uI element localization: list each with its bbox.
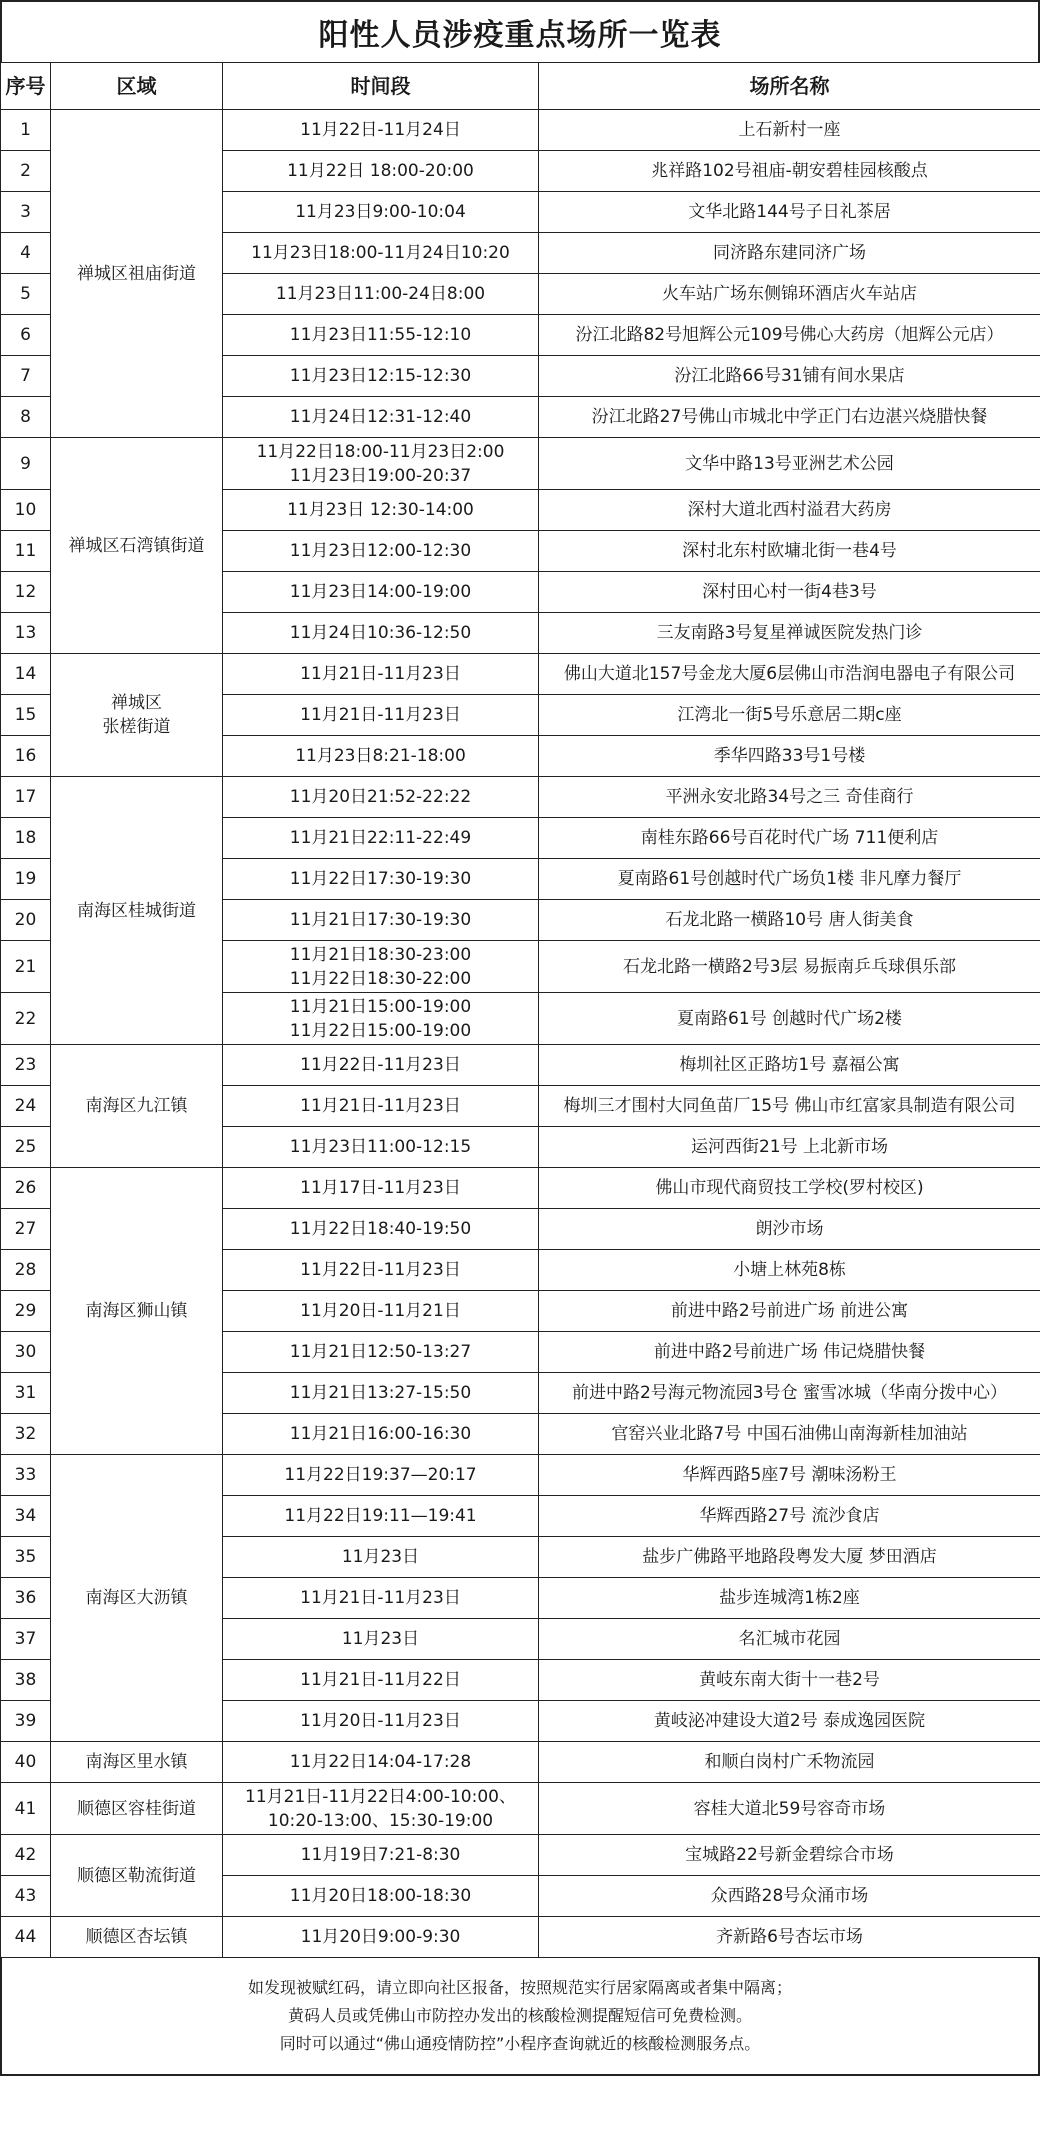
row-index: 25 (1, 1127, 51, 1168)
time-cell: 11月22日 18:00-20:00 (223, 151, 539, 192)
time-cell: 11月22日19:37—20:17 (223, 1455, 539, 1496)
row-index: 22 (1, 993, 51, 1045)
place-cell: 佛山大道北157号金龙大厦6层佛山市浩润电器电子有限公司 (539, 654, 1040, 695)
region-cell: 顺德区杏坛镇 (51, 1917, 223, 1958)
place-cell: 朗沙市场 (539, 1209, 1040, 1250)
header-place: 场所名称 (539, 63, 1040, 110)
table-header-row (1, 63, 1040, 110)
footer-line: 同时可以通过“佛山通疫情防控”小程序查询就近的核酸检测服务点。 (279, 2034, 761, 2053)
table-row (1, 1168, 1040, 1209)
place-cell: 前进中路2号前进广场 前进公寓 (539, 1291, 1040, 1332)
row-index: 26 (1, 1168, 51, 1209)
header-time: 时间段 (223, 63, 539, 110)
row-index: 5 (1, 274, 51, 315)
time-cell: 11月21日-11月22日 (223, 1660, 539, 1701)
time-cell: 11月21日22:11-22:49 (223, 818, 539, 859)
table-row (1, 438, 1040, 490)
header-region: 区域 (51, 63, 223, 110)
row-index: 7 (1, 356, 51, 397)
time-cell: 11月20日18:00-18:30 (223, 1876, 539, 1917)
row-index: 44 (1, 1917, 51, 1958)
time-cell: 11月23日14:00-19:00 (223, 572, 539, 613)
place-cell: 夏南路61号创越时代广场负1楼 非凡摩力餐厅 (539, 859, 1040, 900)
time-cell: 11月21日12:50-13:27 (223, 1332, 539, 1373)
row-index: 28 (1, 1250, 51, 1291)
place-cell: 上石新村一座 (539, 110, 1040, 151)
place-cell: 深村大道北西村溢君大药房 (539, 490, 1040, 531)
place-cell: 前进中路2号海元物流园3号仓 蜜雪冰城（华南分拨中心） (539, 1373, 1040, 1414)
place-cell: 黄岐东南大街十一巷2号 (539, 1660, 1040, 1701)
row-index: 29 (1, 1291, 51, 1332)
row-index: 14 (1, 654, 51, 695)
place-cell: 官窑兴业北路7号 中国石油佛山南海新桂加油站 (539, 1414, 1040, 1455)
row-index: 8 (1, 397, 51, 438)
row-index: 21 (1, 941, 51, 993)
row-index: 27 (1, 1209, 51, 1250)
time-cell: 11月23日 (223, 1537, 539, 1578)
place-cell: 兆祥路102号祖庙-朝安碧桂园核酸点 (539, 151, 1040, 192)
place-cell: 梅圳三才围村大同鱼苗厂15号 佛山市红富家具制造有限公司 (539, 1086, 1040, 1127)
time-cell: 11月20日21:52-22:22 (223, 777, 539, 818)
place-cell: 季华四路33号1号楼 (539, 736, 1040, 777)
region-cell: 禅城区石湾镇街道 (51, 438, 223, 654)
place-cell: 汾江北路82号旭辉公元109号佛心大药房（旭辉公元店） (539, 315, 1040, 356)
time-cell: 11月22日-11月24日 (223, 110, 539, 151)
place-cell: 石龙北路一横路2号3层 易振南乒乓球俱乐部 (539, 941, 1040, 993)
row-index: 2 (1, 151, 51, 192)
row-index: 40 (1, 1742, 51, 1783)
table-body (1, 110, 1040, 1958)
time-cell: 11月23日 (223, 1619, 539, 1660)
place-cell: 小塘上林苑8栋 (539, 1250, 1040, 1291)
time-cell: 11月20日-11月23日 (223, 1701, 539, 1742)
row-index: 23 (1, 1045, 51, 1086)
time-cell: 11月23日12:00-12:30 (223, 531, 539, 572)
row-index: 31 (1, 1373, 51, 1414)
time-cell: 11月23日12:15-12:30 (223, 356, 539, 397)
time-cell: 11月22日18:00-11月23日2:00 11月23日19:00-20:37 (223, 438, 539, 490)
time-cell: 11月21日17:30-19:30 (223, 900, 539, 941)
row-index: 42 (1, 1835, 51, 1876)
row-index: 33 (1, 1455, 51, 1496)
time-cell: 11月21日13:27-15:50 (223, 1373, 539, 1414)
table-row (1, 654, 1040, 695)
time-cell: 11月20日9:00-9:30 (223, 1917, 539, 1958)
place-cell: 深村田心村一街4巷3号 (539, 572, 1040, 613)
time-cell: 11月22日17:30-19:30 (223, 859, 539, 900)
table-row (1, 777, 1040, 818)
region-cell: 南海区里水镇 (51, 1742, 223, 1783)
table-row (1, 110, 1040, 151)
place-cell: 夏南路61号 创越时代广场2楼 (539, 993, 1040, 1045)
region-cell: 南海区九江镇 (51, 1045, 223, 1168)
place-cell: 汾江北路66号31铺有间水果店 (539, 356, 1040, 397)
region-cell: 禅城区 张槎街道 (51, 654, 223, 777)
row-index: 24 (1, 1086, 51, 1127)
page-title: 阳性人员涉疫重点场所一览表 (0, 0, 1040, 62)
row-index: 39 (1, 1701, 51, 1742)
time-cell: 11月23日8:21-18:00 (223, 736, 539, 777)
row-index: 17 (1, 777, 51, 818)
table-row (1, 1742, 1040, 1783)
row-index: 19 (1, 859, 51, 900)
time-cell: 11月23日11:55-12:10 (223, 315, 539, 356)
region-cell: 南海区大沥镇 (51, 1455, 223, 1742)
place-cell: 容桂大道北59号容奇市场 (539, 1783, 1040, 1835)
time-cell: 11月22日-11月23日 (223, 1250, 539, 1291)
place-cell: 前进中路2号前进广场 伟记烧腊快餐 (539, 1332, 1040, 1373)
region-cell: 南海区桂城街道 (51, 777, 223, 1045)
footer-notice (0, 1958, 1040, 2076)
region-cell: 顺德区勒流街道 (51, 1835, 223, 1917)
table-row (1, 1783, 1040, 1835)
row-index: 38 (1, 1660, 51, 1701)
time-cell: 11月24日10:36-12:50 (223, 613, 539, 654)
table-row (1, 1917, 1040, 1958)
time-cell: 11月24日12:31-12:40 (223, 397, 539, 438)
table-row (1, 1455, 1040, 1496)
region-cell: 南海区狮山镇 (51, 1168, 223, 1455)
time-cell: 11月21日16:00-16:30 (223, 1414, 539, 1455)
row-index: 11 (1, 531, 51, 572)
footer-line: 黄码人员或凭佛山市防控办发出的核酸检测提醒短信可免费检测。 (287, 2006, 752, 2025)
time-cell: 11月23日18:00-11月24日10:20 (223, 233, 539, 274)
place-cell: 深村北东村欧墉北街一巷4号 (539, 531, 1040, 572)
row-index: 36 (1, 1578, 51, 1619)
place-cell: 黄岐泌冲建设大道2号 泰成逸园医院 (539, 1701, 1040, 1742)
time-cell: 11月19日7:21-8:30 (223, 1835, 539, 1876)
row-index: 15 (1, 695, 51, 736)
row-index: 3 (1, 192, 51, 233)
row-index: 30 (1, 1332, 51, 1373)
time-cell: 11月22日18:40-19:50 (223, 1209, 539, 1250)
time-cell: 11月23日9:00-10:04 (223, 192, 539, 233)
time-cell: 11月21日-11月23日 (223, 654, 539, 695)
time-cell: 11月22日19:11—19:41 (223, 1496, 539, 1537)
row-index: 1 (1, 110, 51, 151)
time-cell: 11月21日-11月23日 (223, 695, 539, 736)
place-cell: 华辉西路27号 流沙食店 (539, 1496, 1040, 1537)
place-cell: 和顺白岗村广禾物流园 (539, 1742, 1040, 1783)
time-cell: 11月22日14:04-17:28 (223, 1742, 539, 1783)
row-index: 20 (1, 900, 51, 941)
place-cell: 宝城路22号新金碧综合市场 (539, 1835, 1040, 1876)
place-cell: 平洲永安北路34号之三 奇佳商行 (539, 777, 1040, 818)
place-cell: 汾江北路27号佛山市城北中学正门右边湛兴烧腊快餐 (539, 397, 1040, 438)
time-cell: 11月23日11:00-24日8:00 (223, 274, 539, 315)
time-cell: 11月23日11:00-12:15 (223, 1127, 539, 1168)
row-index: 4 (1, 233, 51, 274)
place-cell: 盐步广佛路平地路段粤发大厦 梦田酒店 (539, 1537, 1040, 1578)
row-index: 16 (1, 736, 51, 777)
row-index: 10 (1, 490, 51, 531)
row-index: 34 (1, 1496, 51, 1537)
time-cell: 11月22日-11月23日 (223, 1045, 539, 1086)
time-cell: 11月21日-11月23日 (223, 1578, 539, 1619)
row-index: 37 (1, 1619, 51, 1660)
row-index: 35 (1, 1537, 51, 1578)
row-index: 18 (1, 818, 51, 859)
place-cell: 梅圳社区正路坊1号 嘉福公寓 (539, 1045, 1040, 1086)
place-cell: 文华北路144号子日礼茶居 (539, 192, 1040, 233)
row-index: 13 (1, 613, 51, 654)
place-cell: 名汇城市花园 (539, 1619, 1040, 1660)
place-cell: 三友南路3号复星禅诚医院发热门诊 (539, 613, 1040, 654)
row-index: 32 (1, 1414, 51, 1455)
table-row (1, 1045, 1040, 1086)
place-cell: 石龙北路一横路10号 唐人街美食 (539, 900, 1040, 941)
place-cell: 文华中路13号亚洲艺术公园 (539, 438, 1040, 490)
place-cell: 江湾北一街5号乐意居二期c座 (539, 695, 1040, 736)
time-cell: 11月23日 12:30-14:00 (223, 490, 539, 531)
place-cell: 众西路28号众涌市场 (539, 1876, 1040, 1917)
place-cell: 同济路东建同济广场 (539, 233, 1040, 274)
place-cell: 齐新路6号杏坛市场 (539, 1917, 1040, 1958)
table-row (1, 1835, 1040, 1876)
sites-table (0, 62, 1040, 1958)
place-cell: 南桂东路66号百花时代广场 711便利店 (539, 818, 1040, 859)
time-cell: 11月21日18:30-23:00 11月22日18:30-22:00 (223, 941, 539, 993)
time-cell: 11月17日-11月23日 (223, 1168, 539, 1209)
time-cell: 11月20日-11月21日 (223, 1291, 539, 1332)
row-index: 41 (1, 1783, 51, 1835)
place-cell: 盐步连城湾1栋2座 (539, 1578, 1040, 1619)
place-cell: 华辉西路5座7号 潮味汤粉王 (539, 1455, 1040, 1496)
region-cell: 顺德区容桂街道 (51, 1783, 223, 1835)
row-index: 6 (1, 315, 51, 356)
header-index: 序号 (1, 63, 51, 110)
time-cell: 11月21日-11月23日 (223, 1086, 539, 1127)
row-index: 12 (1, 572, 51, 613)
row-index: 43 (1, 1876, 51, 1917)
place-cell: 运河西街21号 上北新市场 (539, 1127, 1040, 1168)
time-cell: 11月21日15:00-19:00 11月22日15:00-19:00 (223, 993, 539, 1045)
region-cell: 禅城区祖庙街道 (51, 110, 223, 438)
place-cell: 火车站广场东侧锦环酒店火车站店 (539, 274, 1040, 315)
row-index: 9 (1, 438, 51, 490)
time-cell: 11月21日-11月22日4:00-10:00、 10:20-13:00、15:30-19:00 (223, 1783, 539, 1835)
footer-line: 如发现被赋红码，请立即向社区报备，按照规范实行居家隔离或者集中隔离； (247, 1978, 792, 1997)
place-cell: 佛山市现代商贸技工学校(罗村校区) (539, 1168, 1040, 1209)
